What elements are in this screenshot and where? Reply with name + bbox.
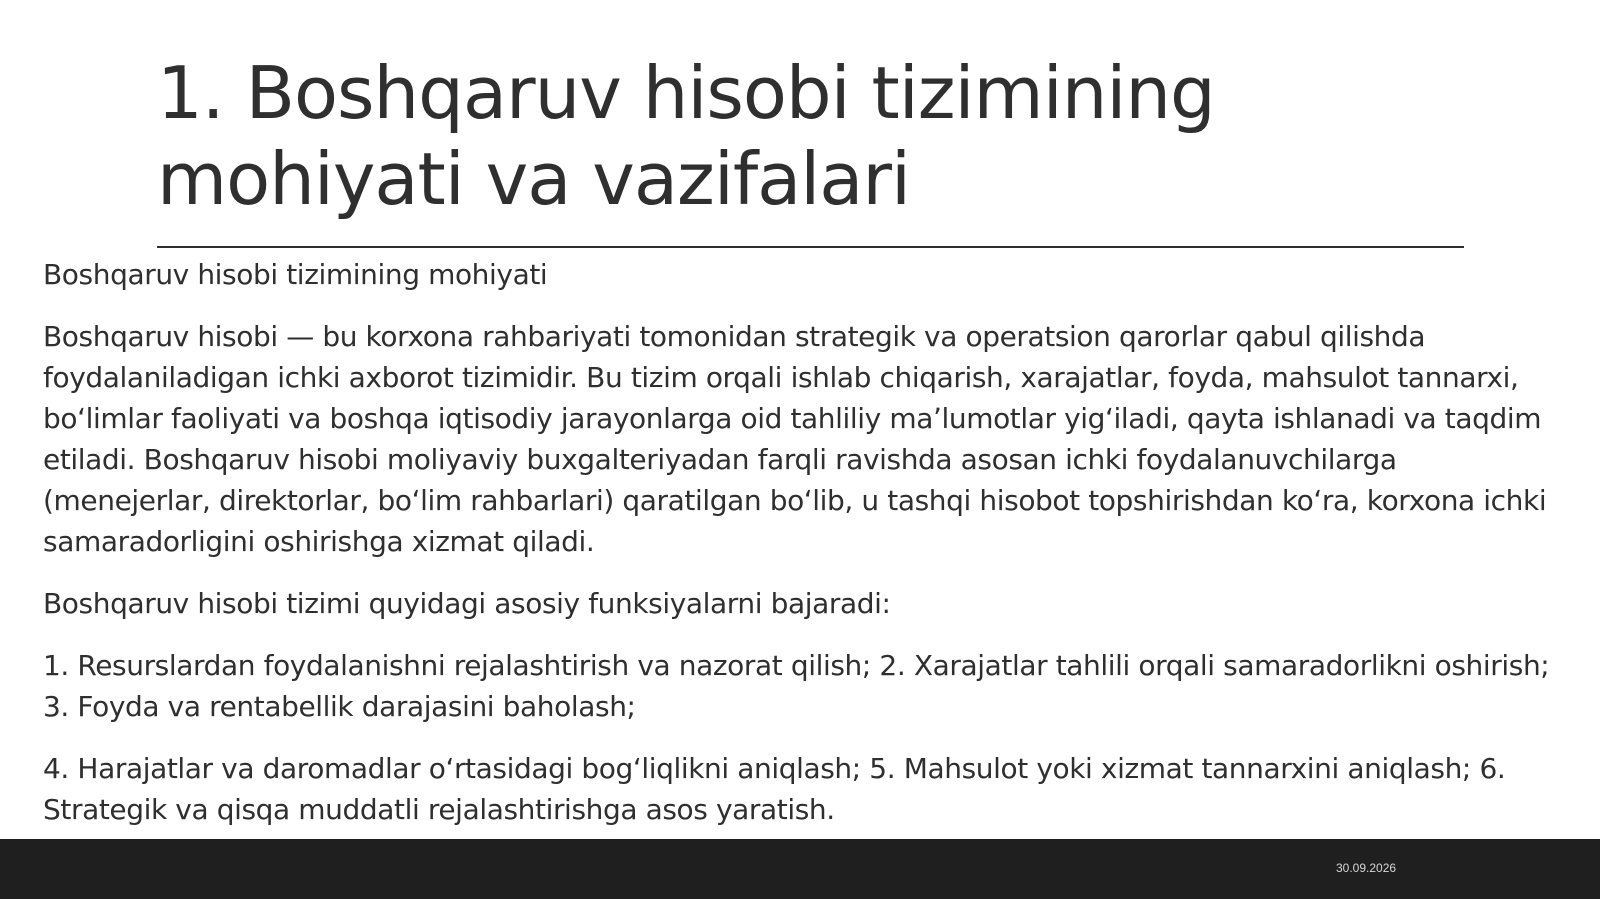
title-divider [157,246,1464,248]
footer-bar [0,839,1600,899]
section-heading: Boshqaruv hisobi tizimining mohiyati [43,258,548,291]
functions-list-part-2: 4. Harajatlar va daromadlar oʻrtasidagi bogʻliqlikni aniqlash; 5. Mahsulot yoki xizmat tannarxini aniqlash; 6. Strategik va qisqa muddatli rejalashtirishga asos yaratish. [43,752,1506,826]
slide-title: 1. Boshqaruv hisobi tizimining mohiyati va vazifalari [157,51,1215,221]
footer-date: 30.09.2026 [1336,861,1397,875]
functions-intro: Boshqaruv hisobi tizimi quyidagi asosiy funksiyalarni bajaradi: [43,587,891,620]
definition-paragraph: Boshqaruv hisobi — bu korxona rahbariyati tomonidan strategik va operatsion qarorlar qabul qilishda foydalaniladigan ichki axborot tizimidir. Bu tizim orqali ishlab chiqarish, xarajatlar, foyda, mahsulot tannarxi, boʻlimlar faoliyati va boshqa iqtisodiy jarayonlarga oid tahliliy maʼlumotlar yigʻiladi, qayta ishlanadi va taqdim etiladi. Boshqaruv hisobi moliyaviy buxgalteriyadan farqli ravishda asosan ichki foydalanuvchilarga (menejerlar, direktorlar, boʻlim rahbarlari) qaratilgan boʻlib, u tashqi hisobot topshirishdan koʻra, korxona ichki samaradorligini oshirishga xizmat qiladi. [43,320,1547,558]
functions-list-part-1: 1. Resurslardan foydalanishni rejalashtirish va nazorat qilish; 2. Xarajatlar tahlili orqali samaradorlikni oshirish; 3. Foyda va rentabellik darajasini baholash; [43,649,1550,723]
slide-body [43,254,1563,851]
